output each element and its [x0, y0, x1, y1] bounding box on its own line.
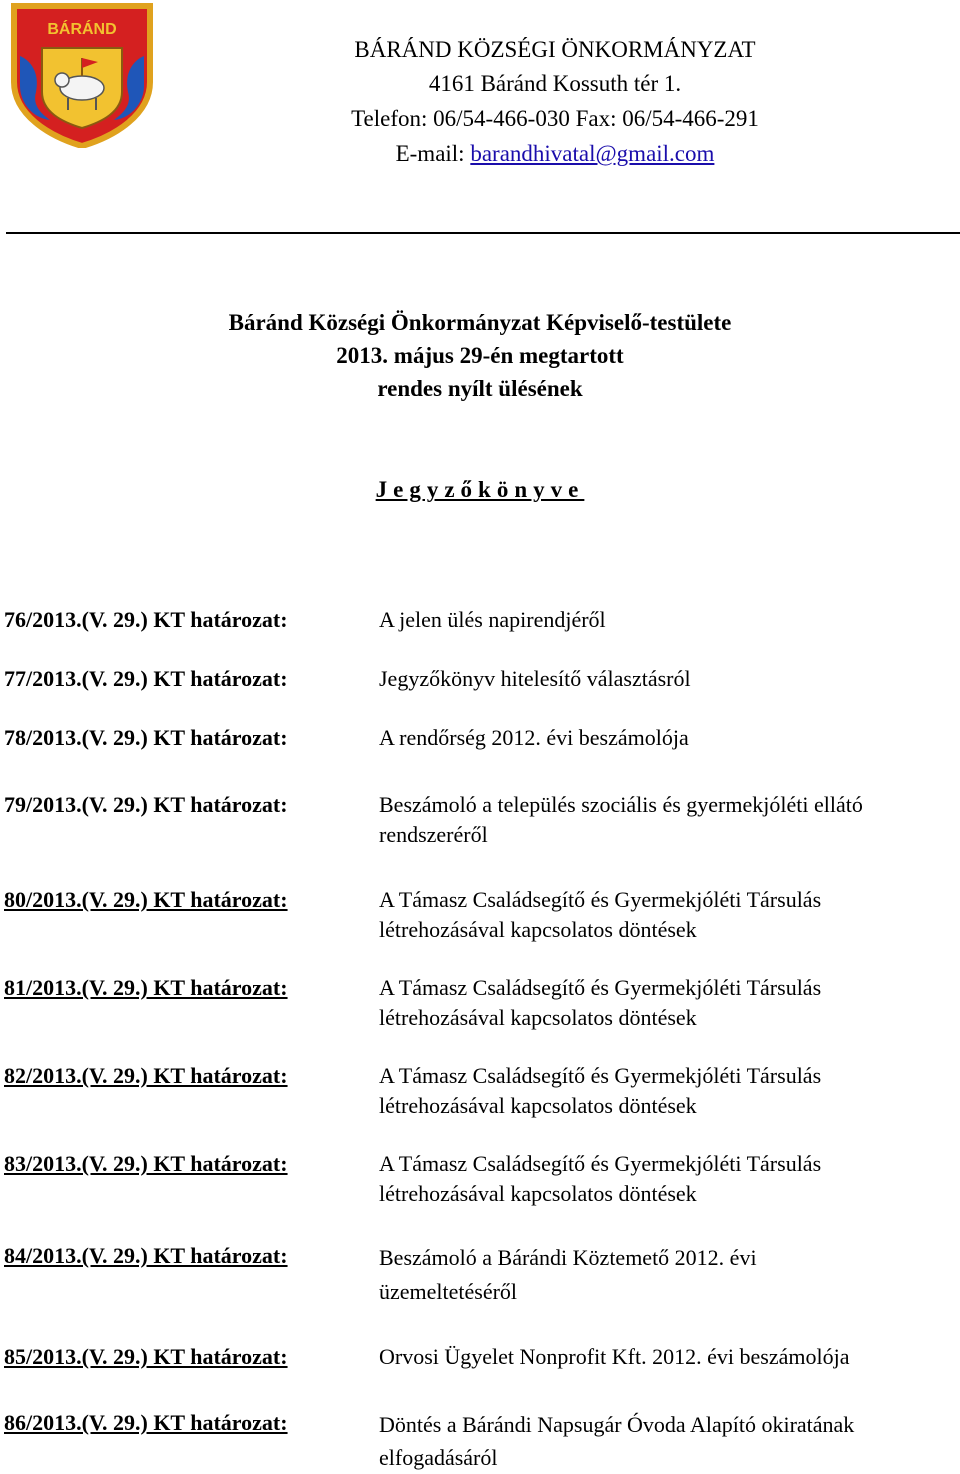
phone-fax-line: Telefon: 06/54-466-030 Fax: 06/54-466-291 [351, 106, 759, 131]
title-line-1: Báránd Községi Önkormányzat Képviselő-testülete [228, 310, 732, 335]
decision-title-76: A jelen ülés napirendjéről [379, 607, 606, 632]
baarand-coat-of-arms-logo [6, 2, 158, 148]
email-label: E-mail: [395, 141, 465, 166]
decision-code-79: 79/2013.(V. 29.) KT határozat: [4, 792, 288, 817]
decision-code-80: 80/2013.(V. 29.) KT határozat: [4, 887, 288, 912]
decision-code-85: 85/2013.(V. 29.) KT határozat: [4, 1344, 288, 1369]
decision-title-78: A rendőrség 2012. évi beszámolója [379, 725, 689, 750]
decision-code-77: 77/2013.(V. 29.) KT határozat: [4, 666, 288, 691]
decision-code-76: 76/2013.(V. 29.) KT határozat: [4, 607, 288, 632]
decision-title-82: A Támasz Családsegítő és Gyermekjóléti Társulás létrehozásával kapcsolatos döntések [379, 1063, 822, 1118]
title-line-3: rendes nyílt ülésének [377, 376, 583, 401]
decision-code-83: 83/2013.(V. 29.) KT határozat: [4, 1151, 288, 1176]
organization-address: 4161 Báránd Kossuth tér 1. [428, 71, 682, 96]
decision-title-84: Beszámoló a Bárándi Köztemető 2012. évi üzemeltetéséről [379, 1245, 757, 1304]
organization-name: BÁRÁND KÖZSÉGI ÖNKORMÁNYZAT [354, 37, 756, 62]
decision-code-82: 82/2013.(V. 29.) KT határozat: [4, 1063, 288, 1088]
header-divider [6, 232, 960, 234]
decision-code-81: 81/2013.(V. 29.) KT határozat: [4, 975, 288, 1000]
email-link[interactable]: barandhivatal@gmail.com [470, 141, 715, 166]
decision-title-80: A Támasz Családsegítő és Gyermekjóléti Társulás létrehozásával kapcsolatos döntések [379, 887, 822, 942]
decision-code-78: 78/2013.(V. 29.) KT határozat: [4, 725, 288, 750]
decision-title-77: Jegyzőkönyv hitelesítő választásról [379, 666, 691, 691]
jegyzokonyv-heading: Jegyzőkönyve [375, 477, 585, 502]
decision-title-83: A Támasz Családsegítő és Gyermekjóléti Társulás létrehozásával kapcsolatos döntések [379, 1151, 822, 1206]
decision-title-81: A Támasz Családsegítő és Gyermekjóléti Társulás létrehozásával kapcsolatos döntések [379, 975, 822, 1030]
decision-title-79: Beszámoló a település szociális és gyermekjóléti ellátó rendszeréről [379, 792, 863, 847]
decision-title-86: Döntés a Bárándi Napsugár Óvoda Alapító okiratának elfogadásáról [379, 1412, 855, 1470]
decision-code-86: 86/2013.(V. 29.) KT határozat: [4, 1410, 288, 1435]
email-line [210, 137, 900, 171]
decision-title-85: Orvosi Ügyelet Nonprofit Kft. 2012. évi beszámolója [379, 1344, 850, 1369]
crest-name-text: BÁRÁND [47, 21, 117, 38]
decision-code-84: 84/2013.(V. 29.) KT határozat: [4, 1243, 288, 1268]
title-line-2: 2013. május 29-én megtartott [336, 343, 624, 368]
